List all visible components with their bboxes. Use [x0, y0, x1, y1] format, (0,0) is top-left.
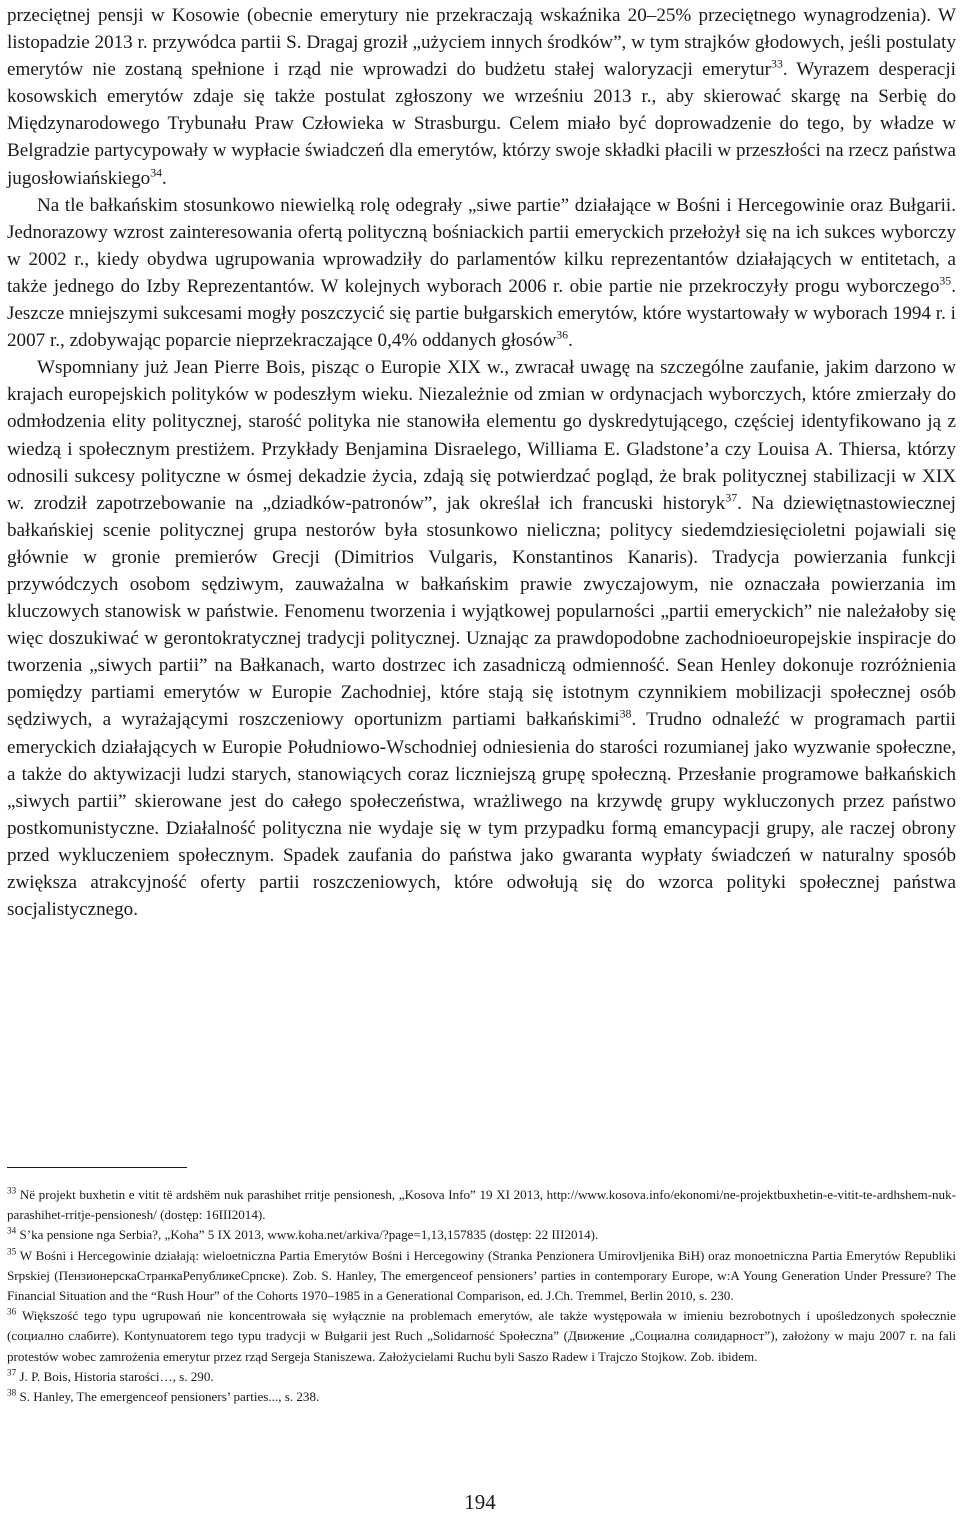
- footnote-separator: [7, 1167, 187, 1168]
- footnote-ref-35[interactable]: 35: [939, 273, 952, 288]
- footnote-ref-34[interactable]: 34: [150, 165, 163, 180]
- footnote-ref-38[interactable]: 38: [619, 707, 632, 722]
- footnote-33: $^{33}$ Në projekt buxhetin e vitit të ardshëm nuk parashihet rritje pensionesh, „Kosova Info” 19 XI 2013, http://www.kosova.info/ekonomi/ne-projektbuxhetin-e-vitit-te-ardhshem-nuk-parashihet-rritje-pensionesh/ (dostęp: 16III2014).: [7, 1185, 956, 1223]
- footnote-34: $^{34}$ S’ka pensione nga Serbia?, „Koha” 5 IX 2013, www.koha.net/arkiva/?page=1,13,157835 (dostęp: 22 III2014).: [7, 1226, 599, 1243]
- footnote-ref-36[interactable]: 36: [556, 327, 569, 342]
- footnote-number: 38: [7, 1387, 17, 1398]
- paragraph-3: Wspomniany już Jean Pierre Bois, pisząc o Europie XIX w., zwracał uwagę na szczególne zaufanie, jakim darzono w krajach europejskich polityków w podeszłym wieku. Niezależnie od zmian w ordynacjach wyborczych, które zmierzały do odmłodzenia elity politycznej, starość polityka nie stanowiła elementu go dyskredytującego, częściej identyfikowano ją z wiedzą i społecznym prestiżem. Przykłady Benjamina Disraelego, Williama E. Gladstone’a czy Louisa A. Thiersa, którzy odnosili sukcesy polityczne w ósmej dekadzie życia, zdają się potwierdzać pogląd, że brak politycznej stabilizacji w XIX w. zrodził zapotrzebowanie na „dziadków-patronów”, jak określał ich francuski historyk$^{37}$. Na dziewiętnastowiecznej bałkańskiej scenie politycznej grupa nestorów była stosunkowo nieliczna; politycy siedemdziesięcioletni pojawiali się głównie w gronie premierów Grecji (Dimitrios Vulgaris, Konstantinos Kanaris). Tradycja powierzania funkcji przywódczych osobom sędziwym, zauważalna w bałkańskim prawie zwyczajowym, nie oznaczała powierzania im kluczowych stanowisk w państwie. Fenomenu tworzenia i wyjątkowej popularności „partii emeryckich” nie należałoby się więc doszukiwać w gerontokratycznej tradycji politycznej. Uznając za prawdopodobne zachodnioeuropejskie inspiracje do tworzenia „siwych partii” na Bałkanach, warto dostrzec ich zasadniczą odmienność. Sean Henley dokonuje rozróżnienia pomiędzy partiami emerytów w Europie Zachodniej, które stają się istotnym czynnikiem mobilizacji społecznej osób sędziwych, a wyrażającymi roszczeniowy oportunizm partiami bałkańskimi$^{38}$. Trudno odnaleźć w programach partii emeryckich działających w Europie Południowo-Wschodniej odniesienia do starości rozumianej jako wyzwanie społeczne, a także do aktywizacji ludzi starych, stanowiących coraz liczniejszą grupę społeczną. Przesłanie programowe bałkańskich „siwych partii” skierowane jest do całego społeczeństwa, wrażliwego na krzywdę grupy wykluczonych przez państwo postkomunistyczne. Działalność polityczna nie wydaje się w tym przypadku formą emancypacji grupy, ale raczej obrony przed wykluczeniem społecznym. Spadek zaufania do państwa jako gwaranta wypłaty świadczeń w naturalny sposób zwiększa atrakcyjność oferty partii roszczeniowych, które odwołują się do wzorca polityki społecznej państwa socjalistycznego.: [7, 357, 956, 921]
- footnote-number: 33: [7, 1185, 17, 1196]
- footnote-37: $^{37}$ J. P. Bois, Historia starości…, s. 290.: [7, 1367, 214, 1384]
- paragraph-1: przeciętnej pensji w Kosowie (obecnie emerytury nie przekraczają wskaźnika 20–25% przeciętnego wynagrodzenia). W listopadzie 2013 r. przywódca partii S. Dragaj groził „użyciem innych środków”, w tym strajków głodowych, jeśli postulaty emerytów nie zostaną spełnione i rząd nie wprowadzi do budżetu stałej waloryzacji emerytur$^{33}$. Wyrazem desperacji kosowskich emerytów zdaje się także postulat zgłoszony we wrześniu 2013 r., aby skierować skargę na Serbię do Międzynarodowego Trybunału Praw Człowieka w Strasburgu. Celem miało być doprowadzenie do tego, by władze w Belgradzie partycypowały w wypłacie świadczeń dla emerytów, którzy swoje składki płacili w przeszłości na rzecz państwa jugosłowiańskiego$^{34}$.: [7, 5, 956, 189]
- paragraph-2: Na tle bałkańskim stosunkowo niewielką rolę odegrały „siwe partie” działające w Bośni i Hercegowinie oraz Bułgarii. Jednorazowy wzrost zainteresowania ofertą polityczną bośniackich partii emeryckich przełożył się na ich sukces wyborczy w 2002 r., kiedy obydwa ugrupowania wprowadziły do parlamentów kilku reprezentantów działających w entitetach, a także jednego do Izby Reprezentantów. W kolejnych wyborach 2006 r. obie partie nie przekroczyły progu wyborczego$^{35}$. Jeszcze mniejszymi sukcesami mogły poszczycić się partie bułgarskich emerytów, które wystartowały w wyborach 1994 r. i 2007 r., zdobywając poparcie nieprzekraczające 0,4% oddanych głosów$^{36}$.: [7, 194, 956, 352]
- footnote-number: 35: [7, 1246, 17, 1257]
- footnote-38: $^{38}$ S. Hanley, The emergenceof pensioners’ parties..., s. 238.: [7, 1387, 320, 1405]
- footnote-number: 34: [7, 1226, 17, 1237]
- footnote-ref-37[interactable]: 37: [725, 490, 738, 505]
- footnote-36: $^{36}$ Większość tego typu ugrupowań nie koncentrowała się wyłącznie na problemach emerytów, ale także występowała w imieniu bezrobotnych i upośledzonych społecznie (социално слабите). Kontynuatorem tego typu tradycji w Bułgarii jest Ruch „Solidarność Społeczna” (Движение „Социална солидарност”), założony w maju 2007 r. na fali protestów wobec zamrożenia emerytur przez rząd Sergeja Staniszewa. Założycielami Ruchu byli Saszo Radew i Trajczo Stojkow. Zob. ibidem.: [7, 1306, 956, 1364]
- footnote-35: $^{35}$ W Bośni i Hercegowinie działają: wieloetniczna Partia Emerytów Bośni i Hercegowiny (Stranka Penzionera Umirovljenika BiH) oraz monoetniczna Partia Emerytów Republiki Srpskiej (ПензионерскаСтранкаРепубликеСрпске). Zob. S. Hanley, The emergenceof pensioners’ parties in contemporary Europe, w:A Young Generation Under Pressure? The Financial Situation and the “Rush Hour” of the Cohorts 1970–1985 in a Generational Comparison, ed. J.Ch. Tremmel, Berlin 2010, s. 230.: [7, 1246, 957, 1304]
- footnotes: [7, 1185, 956, 1407]
- footnote-ref-33[interactable]: 33: [770, 56, 783, 71]
- footnote-number: 37: [7, 1367, 17, 1378]
- footnote-number: 36: [7, 1306, 17, 1317]
- main-text: [7, 2, 956, 923]
- page-number: 194: [464, 1490, 496, 1514]
